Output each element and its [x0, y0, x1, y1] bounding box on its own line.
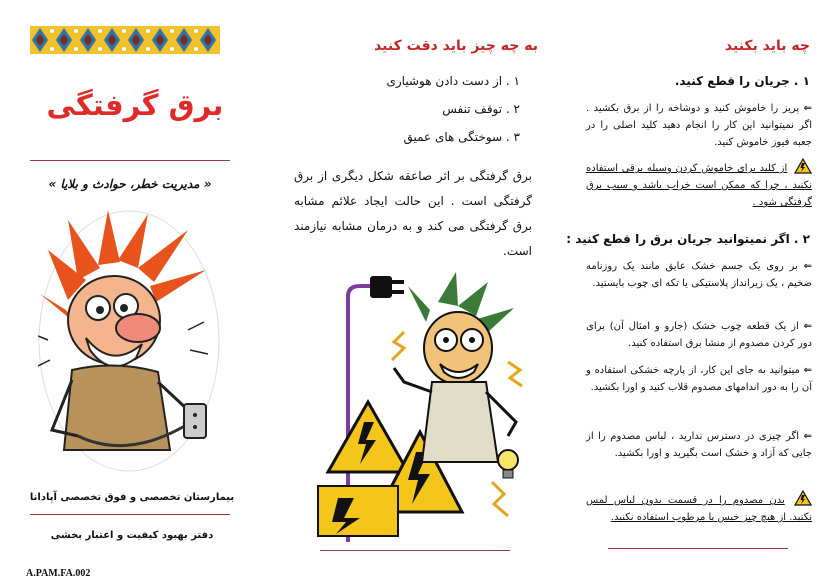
hospital-name: بیمارستان تخصصی و فوق تخصصی آپادانا [29, 492, 235, 503]
arrow-icon: ⇐ [803, 365, 812, 376]
electrocuted-man-illustration [38, 210, 220, 472]
list-item: ۲ . توقف تنفس [442, 102, 520, 116]
middle-bottom-divider [320, 550, 510, 551]
hospital-divider [30, 514, 230, 515]
cover-panel [0, 0, 262, 586]
symptom-list [290, 74, 520, 158]
department-name: دفتر بهبود کیفیت و اعتبار بخشی [50, 530, 214, 541]
warning-icon [794, 158, 812, 174]
list-item: ۳ . سوختگی های عمیق [403, 130, 520, 144]
list-item [586, 100, 812, 151]
attention-panel [280, 0, 550, 586]
list-item [586, 362, 812, 396]
list-item-text: اگر چیزی در دسترس ندارید ، لباس مصدوم را از جایی که آزاد و خشک است بگیرید و اورا بکشید. [586, 431, 812, 459]
warning-note [586, 490, 812, 526]
brochure-title: برق گرفتگی [46, 88, 224, 122]
actions-panel [566, 0, 820, 586]
list-item: ۱ . از دست دادن هوشیاری [386, 74, 520, 88]
warning-note [586, 158, 812, 211]
brochure-subtitle: « مدیریت خطر، حوادث و بلایا » [48, 177, 212, 191]
arrow-icon: ⇐ [803, 261, 812, 272]
arrow-icon: ⇐ [803, 431, 812, 442]
list-item-text: میتوانید به جای این کار، از پارچه خشکی استفاده و آن را به دور اندامهای مصدوم قلاب کنید و اورا بکشید. [586, 365, 812, 393]
list-item [586, 318, 812, 352]
section2-title: ۲ . اگر نمیتوانید جریان برق را قطع کنید : [566, 232, 810, 246]
warning-text: بدن مصدوم را در قسمت بدون لباس لمس نکنید. از هیچ چیز خیس یا مرطوب استفاده نکنید. [586, 495, 812, 523]
list-item-text: پریز را خاموش کنید و دوشاخه را از برق بکشید . اگر نمیتوانید این کار را انجام دهید کلید اصلی را در جعبه فیوز خاموش کنید. [586, 103, 812, 148]
decorative-pattern-strip [30, 26, 220, 54]
arrow-icon: ⇐ [803, 103, 812, 114]
list-item-text: از یک قطعه چوب خشک (جارو و امثال آن) برای دور کردن مصدوم از منشا برق استفاده کنید. [586, 321, 812, 349]
title-divider [30, 160, 230, 161]
warning-icon [794, 490, 812, 506]
warning-text: از کلید برای خاموش کردن وسیله برقی استفاده نکنید ، چرا که ممکن است خراب باشد و سبب برق گرفتگی شود . [586, 163, 812, 208]
list-item-text: بر روی یک جسم خشک عایق مانند یک روزنامه ضخیم ، یک زیرانداز پلاستیکی یا تکه ای چوب بایستید. [586, 261, 812, 289]
electric-shock-illustration [308, 272, 528, 544]
list-item [586, 258, 812, 292]
section1-title: ۱ . جریان را قطع کنید. [674, 74, 810, 88]
arrow-icon: ⇐ [803, 321, 812, 332]
actions-heading: چه باید بکنید [724, 38, 810, 54]
right-bottom-divider [608, 548, 788, 549]
attention-heading: به چه چیز باید دقت کنید [374, 38, 538, 54]
document-code: A.PAM.FA.002 [26, 568, 91, 579]
list-item [586, 428, 812, 462]
lightning-paragraph: برق گرفتگی بر اثر صاعقه شکل دیگری از برق گرفتگی است . این حالت ایجاد علائم مشابه برق گرفتگی می کند و به درمان مشابه نیازمند است. [294, 169, 532, 258]
